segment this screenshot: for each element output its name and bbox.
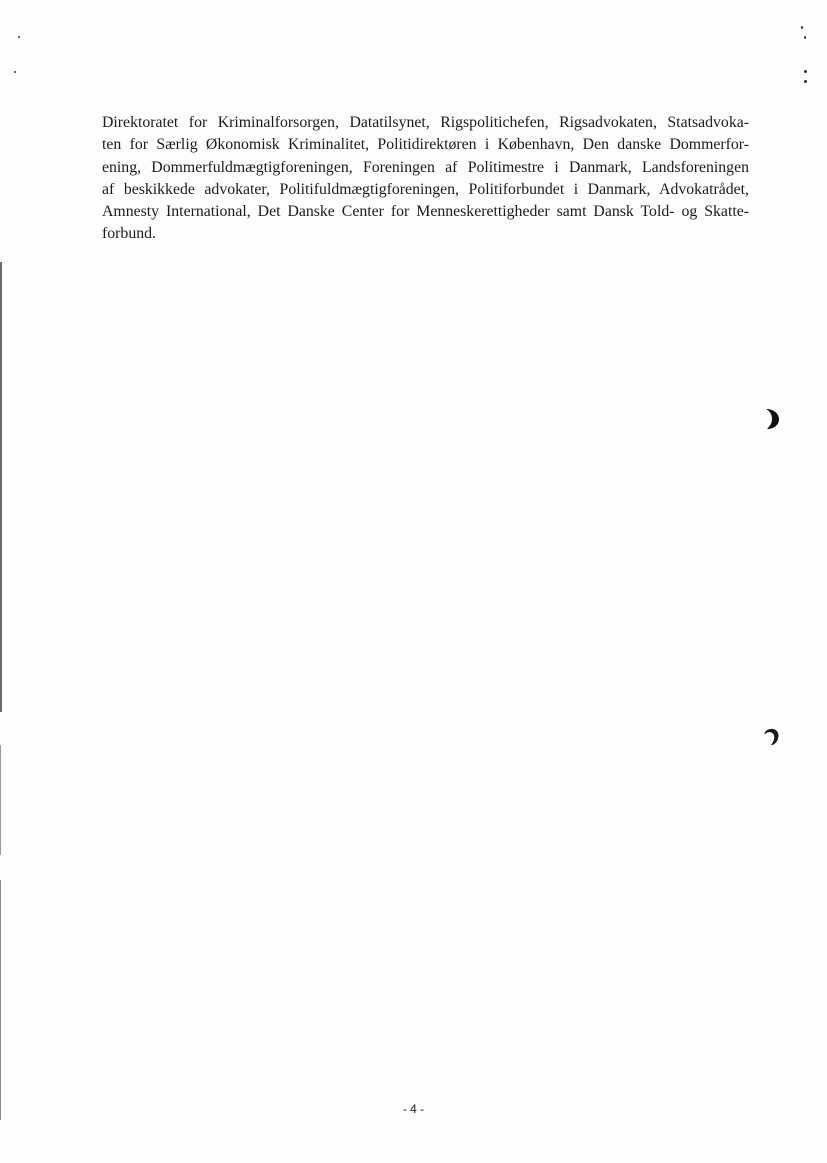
body-line: ten for Særlig Økonomisk Kriminalitet, Politidirektøren i København, Den danske Dommerfor- (102, 136, 749, 154)
body-line: Amnesty International, Det Danske Center for Menneskerettigheder samt Dansk Told- og Skatte- (102, 203, 749, 221)
scan-speck (804, 36, 806, 39)
body-paragraph (102, 112, 749, 246)
body-line: af beskikkede advokater, Politifuldmægtigforeningen, Politiforbundet i Danmark, Advokatrådet, (102, 180, 749, 198)
scan-edge-mark (0, 880, 1, 1120)
body-line: Direktoratet for Kriminalforsorgen, Datatilsynet, Rigspolitichefen, Rigsadvokaten, Statsadvoka- (102, 114, 749, 131)
scan-speck (804, 80, 807, 83)
punch-hole-icon (762, 726, 780, 748)
scan-edge-mark (0, 262, 2, 712)
punch-hole-icon (762, 408, 780, 430)
body-line: ening, Dommerfuldmægtigforeningen, Foreningen af Politimestre i Danmark, Landsforeningen (102, 158, 749, 176)
scan-edge-mark (0, 745, 1, 855)
page-number: - 4 - (402, 1102, 425, 1116)
body-line: forbund. (102, 225, 156, 243)
scan-speck (804, 70, 807, 73)
scan-speck (18, 36, 20, 38)
scan-speck (14, 71, 16, 73)
scan-speck (801, 26, 803, 29)
